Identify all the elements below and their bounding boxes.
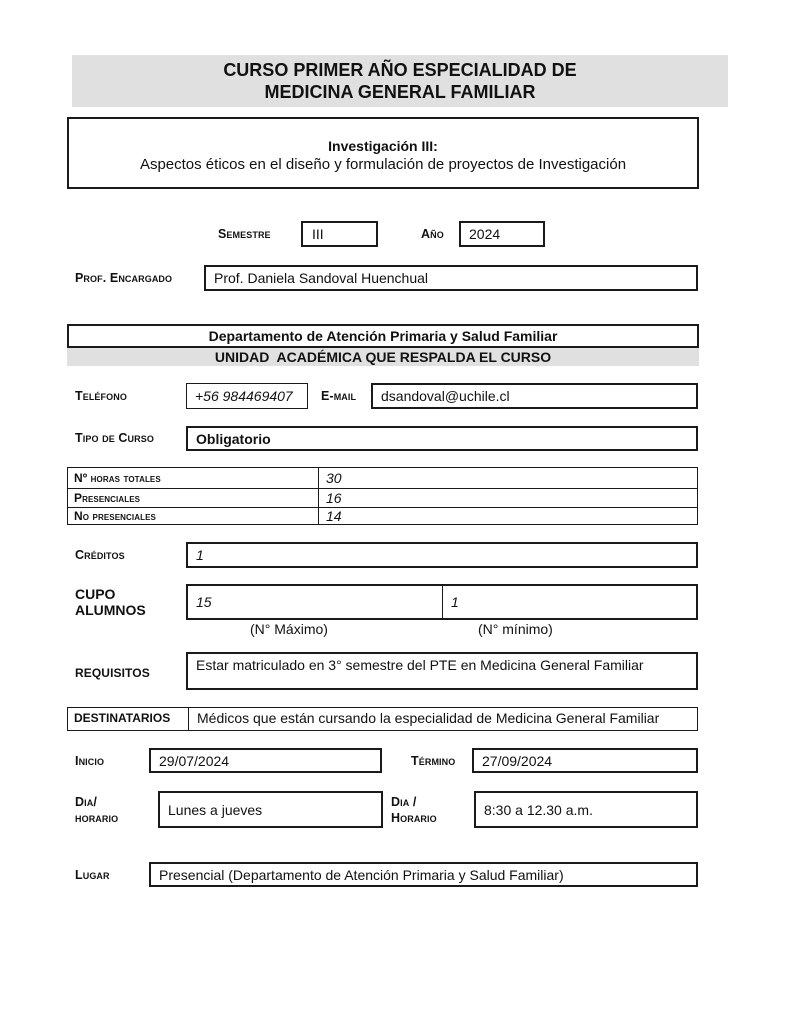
schedule-days-label-line1: Dia/ xyxy=(75,795,97,809)
hours-row xyxy=(68,508,697,525)
start-field[interactable]: 29/07/2024 xyxy=(149,748,382,773)
requirements-label: REQUISITOS xyxy=(75,666,150,680)
email-label: E-mail xyxy=(321,389,357,403)
credits-label: Créditos xyxy=(75,548,125,562)
header-line-2: MEDICINA GENERAL FAMILIAR xyxy=(264,82,536,102)
place-field[interactable]: Presencial (Departamento de Atención Primaria y Salud Familiar) xyxy=(149,862,698,887)
schedule-hours-label-line2: Horario xyxy=(391,811,437,825)
document-header xyxy=(72,55,728,107)
hours-row xyxy=(68,468,697,489)
quota-min-caption: (N° mínimo) xyxy=(478,621,553,637)
course-subtitle: Aspectos éticos en el diseño y formulación de proyectos de Investigación xyxy=(139,155,627,173)
course-type-field[interactable]: Obligatorio xyxy=(186,426,698,451)
schedule-hours-field[interactable]: 8:30 a 12.30 a.m. xyxy=(474,791,698,828)
recipients-label: DESTINATARIOS xyxy=(68,708,189,730)
schedule-hours-label xyxy=(391,794,437,826)
department-box xyxy=(67,324,699,348)
hours-no-presencial-value[interactable]: 14 xyxy=(326,508,342,524)
course-title-box xyxy=(67,117,699,189)
professor-field[interactable]: Prof. Daniela Sandoval Huenchual xyxy=(204,265,698,291)
hours-total-label: Nº horas totales xyxy=(68,468,319,488)
header-line-1: CURSO PRIMER AÑO ESPECIALIDAD DE xyxy=(223,60,577,80)
quota-min-field[interactable]: 1 xyxy=(451,594,459,610)
recipients-row xyxy=(67,707,698,731)
schedule-days-label-line2: horario xyxy=(75,811,119,825)
academic-unit-caption xyxy=(67,348,699,366)
quota-max-field[interactable]: 15 xyxy=(188,586,443,618)
professor-label: Prof. Encargado xyxy=(75,271,173,285)
department-name: Departamento de Atención Primaria y Salud Familiar xyxy=(208,328,558,344)
hours-row xyxy=(68,489,697,508)
schedule-days-field[interactable]: Lunes a jueves xyxy=(158,791,383,828)
hours-presencial-value[interactable]: 16 xyxy=(326,490,342,506)
semester-field[interactable]: III xyxy=(301,221,378,247)
quota-label-line2: ALUMNOS xyxy=(75,602,146,618)
course-type-label: Tipo de Curso xyxy=(75,431,154,445)
schedule-days-label xyxy=(75,794,118,826)
quota-label xyxy=(75,586,146,618)
phone-label: Teléfono xyxy=(75,389,127,403)
hours-no-presencial-label: No presenciales xyxy=(68,508,319,525)
quota-box xyxy=(186,584,698,620)
quota-label-line1: CUPO xyxy=(75,586,116,602)
recipients-value[interactable]: Médicos que están cursando la especialidad de Medicina General Familiar xyxy=(197,710,660,726)
credits-field[interactable]: 1 xyxy=(186,542,698,568)
hours-presencial-label: Presenciales xyxy=(68,489,319,507)
year-field[interactable]: 2024 xyxy=(459,221,545,247)
course-title: Investigación III: xyxy=(328,137,438,154)
hours-total-value[interactable]: 30 xyxy=(326,470,342,486)
academic-unit-caption-text: UNIDAD ACADÉMICA QUE RESPALDA EL CURSO xyxy=(214,349,552,365)
end-label: Término xyxy=(411,754,456,768)
end-field[interactable]: 27/09/2024 xyxy=(472,748,698,773)
hours-table xyxy=(67,467,698,525)
quota-max-caption: (N° Máximo) xyxy=(250,621,328,637)
start-label: Inicio xyxy=(75,754,105,768)
place-label: Lugar xyxy=(75,868,110,882)
semester-label: Semestre xyxy=(218,227,271,241)
schedule-hours-label-line1: Dia / xyxy=(391,795,417,809)
phone-field[interactable]: +56 984469407 xyxy=(186,383,308,409)
year-label: Año xyxy=(421,227,444,241)
requirements-field[interactable]: Estar matriculado en 3° semestre del PTE en Medicina General Familiar xyxy=(186,652,698,690)
email-field[interactable]: dsandoval@uchile.cl xyxy=(371,383,698,409)
